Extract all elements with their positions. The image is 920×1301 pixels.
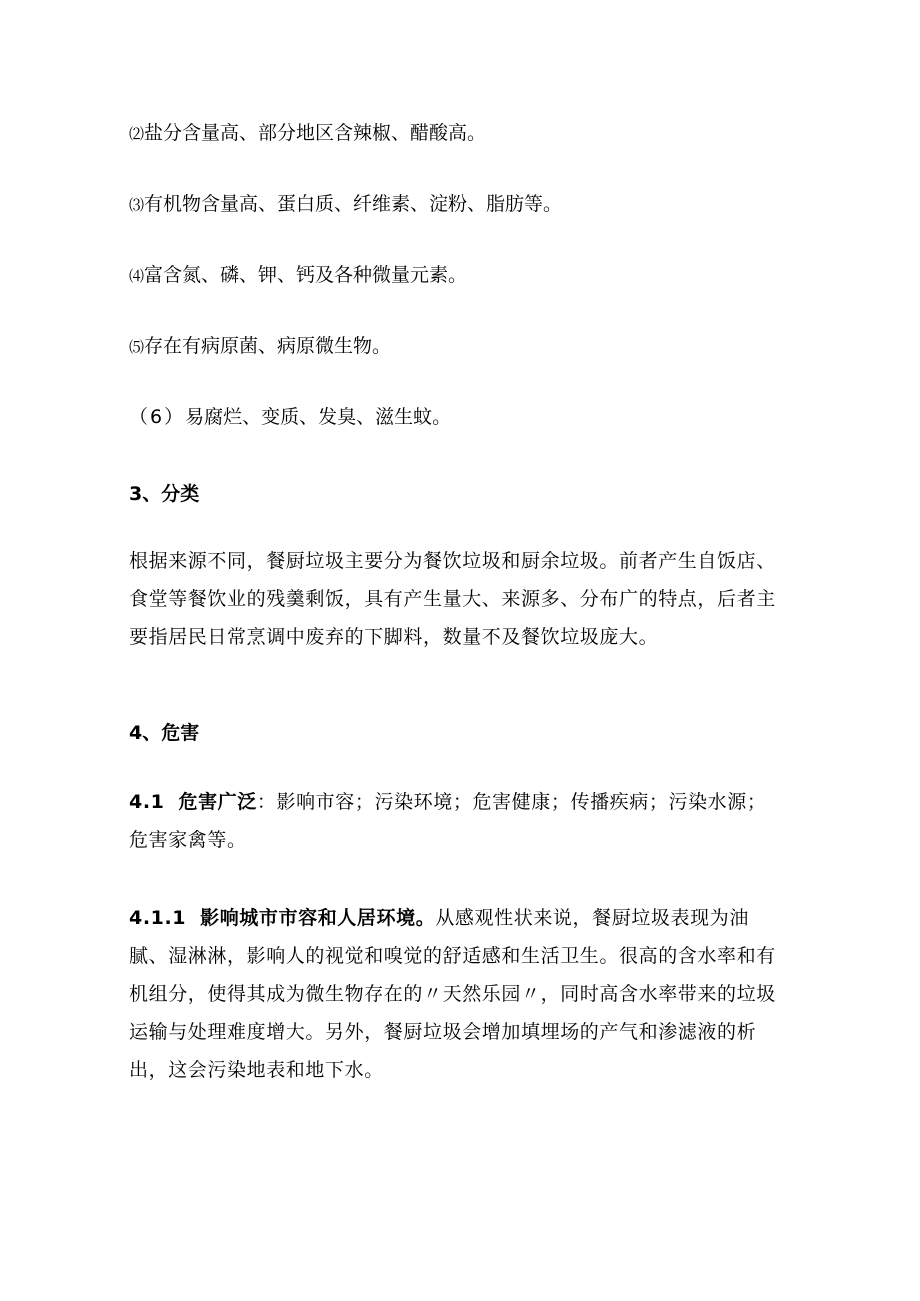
list-item-6 (129, 405, 451, 429)
list-marker: ⑸ (129, 338, 145, 356)
subsection-number: 4.1 (129, 791, 165, 813)
list-item-text: 盐分含量高、部分地区含辣椒、醋酸高。 (144, 122, 487, 144)
subsection-label: 影响城市市容和人居环境。 (200, 907, 436, 929)
subsection-label: 危害广泛 (178, 791, 257, 813)
list-item-2 (129, 121, 486, 146)
list-item-text: 易腐烂、变质、发臭、滋生蚊。 (185, 406, 452, 428)
subsection-4-1 (129, 783, 799, 859)
subsection-text: ：影响市容；污染环境；危害健康；传播疾病；污染水源； (256, 791, 767, 813)
list-item-4 (129, 263, 467, 288)
paragraph-line: 出，这会污染地表和地下水。 (129, 1059, 384, 1081)
paragraph-line: 危害家禽等。 (129, 829, 247, 851)
list-marker: ⑷ (129, 267, 145, 285)
paragraph-line: 根据来源不同，餐厨垃圾主要分为餐饮垃圾和厨余垃圾。前者产生自饭店、 (129, 550, 776, 572)
paragraph-line (129, 783, 799, 821)
subsection-text: 从感观性状来说，餐厨垃圾表现为油 (435, 907, 749, 929)
list-item-3 (129, 192, 562, 217)
list-item-5 (129, 334, 391, 359)
paragraph-line: 要指居民日常烹调中废弃的下脚料，数量不及餐饮垃圾庞大。 (129, 626, 659, 648)
paragraph-line: 食堂等餐饮业的残羹剩饭，具有产生量大、来源多、分布广的特点，后者主 (129, 588, 776, 610)
list-item-text: 存在有病原菌、病原微生物。 (144, 335, 392, 357)
paragraph-line (129, 899, 799, 937)
section-3-heading: 3、分类 (129, 483, 200, 505)
list-marker: （6） (129, 406, 186, 428)
subsection-4-1-1 (129, 899, 799, 1089)
list-item-text: 有机物含量高、蛋白质、纤维素、淀粉、脂肪等。 (144, 193, 563, 215)
section-3-paragraph (129, 542, 799, 656)
subsection-number: 4.1.1 (129, 907, 187, 929)
paragraph-line: 机组分，使得其成为微生物存在的〃天然乐园〃，同时高含水率带来的垃圾 (129, 983, 776, 1005)
list-marker: ⑵ (129, 125, 145, 143)
paragraph-line: 腻、湿淋淋，影响人的视觉和嗅觉的舒适感和生活卫生。很高的含水率和有 (129, 945, 776, 967)
list-marker: ⑶ (129, 196, 145, 214)
section-4-heading: 4、危害 (129, 722, 200, 744)
list-item-text: 富含氮、磷、钾、钙及各种微量元素。 (144, 264, 468, 286)
paragraph-line: 运输与处理难度增大。另外，餐厨垃圾会增加填埋场的产气和渗滤液的析 (129, 1021, 757, 1043)
